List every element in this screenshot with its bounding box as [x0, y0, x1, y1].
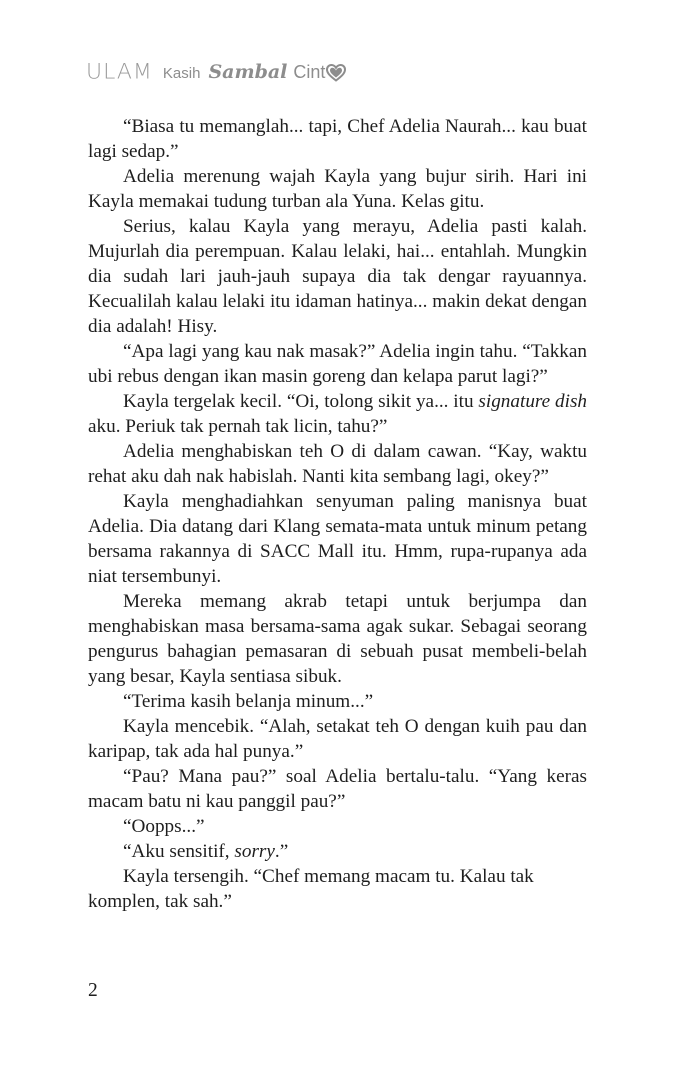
text-run: “Oopps...” — [123, 816, 205, 837]
running-header — [86, 55, 346, 89]
paragraph — [88, 864, 587, 914]
text-run: Mereka memang akrab tetapi untuk berjumpa dan menghabiskan masa bersama-sama agak sukar. Sebagai seorang pengurus bahagian pemasaran di sebuah pusat membeli-belah yang besar, Kayla sentiasa sibuk. — [88, 591, 587, 687]
header-cint: Cint — [293, 61, 326, 82]
text-run: “Apa lagi yang kau nak masak?” Adelia ingin tahu. “Takkan ubi rebus dengan ikan masin goreng dan kelapa parut lagi?” — [88, 341, 587, 387]
text-run: Kayla menghadiahkan senyuman paling manisnya buat Adelia. Dia datang dari Klang semata-mata untuk minum petang bersama rakannya di SACC Mall itu. Hmm, rupa-rupanya ada niat tersembunyi. — [88, 491, 587, 587]
page-number: 2 — [88, 980, 98, 1001]
text-run: Kayla tersengih. “Chef memang macam tu. Kalau tak komplen, tak sah.” — [88, 866, 534, 912]
text-run: Serius, kalau Kayla yang merayu, Adelia pasti kalah. Mujurlah dia perempuan. Kalau lelaki, hai... entahlah. Mungkin dia sudah lari jauh-jauh supaya dia tak dengar rayuannya. Kecualilah kalau lelaki itu idaman hatinya... makin dekat dengan dia adalah! Hisy. — [88, 216, 587, 337]
text-run: Kayla mencebik. “Alah, setakat teh O dengan kuih pau dan karipap, tak ada hal punya.” — [88, 716, 587, 762]
paragraph — [88, 489, 587, 589]
text-run: .” — [274, 841, 289, 862]
text-run: Adelia merenung wajah Kayla yang bujur sirih. Hari ini Kayla memakai tudung turban ala Yuna. Kelas gitu. — [88, 166, 587, 212]
paragraph — [88, 714, 587, 764]
paragraph — [88, 764, 587, 814]
paragraph — [88, 839, 587, 864]
paragraph — [88, 439, 587, 489]
header-kasih: Kasih — [162, 64, 201, 82]
text-run: “Aku sensitif, — [123, 841, 235, 862]
header-sambal: Sambal — [208, 61, 288, 83]
paragraph — [88, 589, 587, 689]
paragraph — [88, 389, 587, 439]
paragraph — [88, 164, 587, 214]
italic-text: signature dish — [478, 391, 588, 412]
text-run: Adelia menghabiskan teh O di dalam cawan. “Kay, waktu rehat aku dah nak habislah. Nanti kita sembang lagi, okey?” — [88, 441, 587, 487]
text-run: “Terima kasih belanja minum...” — [123, 691, 374, 712]
text-run: “Biasa tu memanglah... tapi, Chef Adelia Naurah... kau buat lagi sedap.” — [88, 116, 587, 162]
paragraph — [88, 339, 587, 389]
paragraph — [88, 689, 587, 714]
text-run: Kayla tergelak kecil. “Oi, tolong sikit ya... itu — [123, 391, 479, 412]
header-ulam: ULAM — [86, 60, 153, 84]
text-run: aku. Periuk tak pernah tak licin, tahu?” — [88, 416, 388, 437]
paragraph — [88, 814, 587, 839]
text-run: “Pau? Mana pau?” soal Adelia bertalu-talu. “Yang keras macam batu ni kau panggil pau?” — [88, 766, 587, 812]
paragraph — [88, 114, 587, 164]
body-text — [88, 114, 587, 914]
heart-icon — [326, 64, 346, 82]
paragraph — [88, 214, 587, 339]
italic-text: sorry — [234, 841, 275, 862]
